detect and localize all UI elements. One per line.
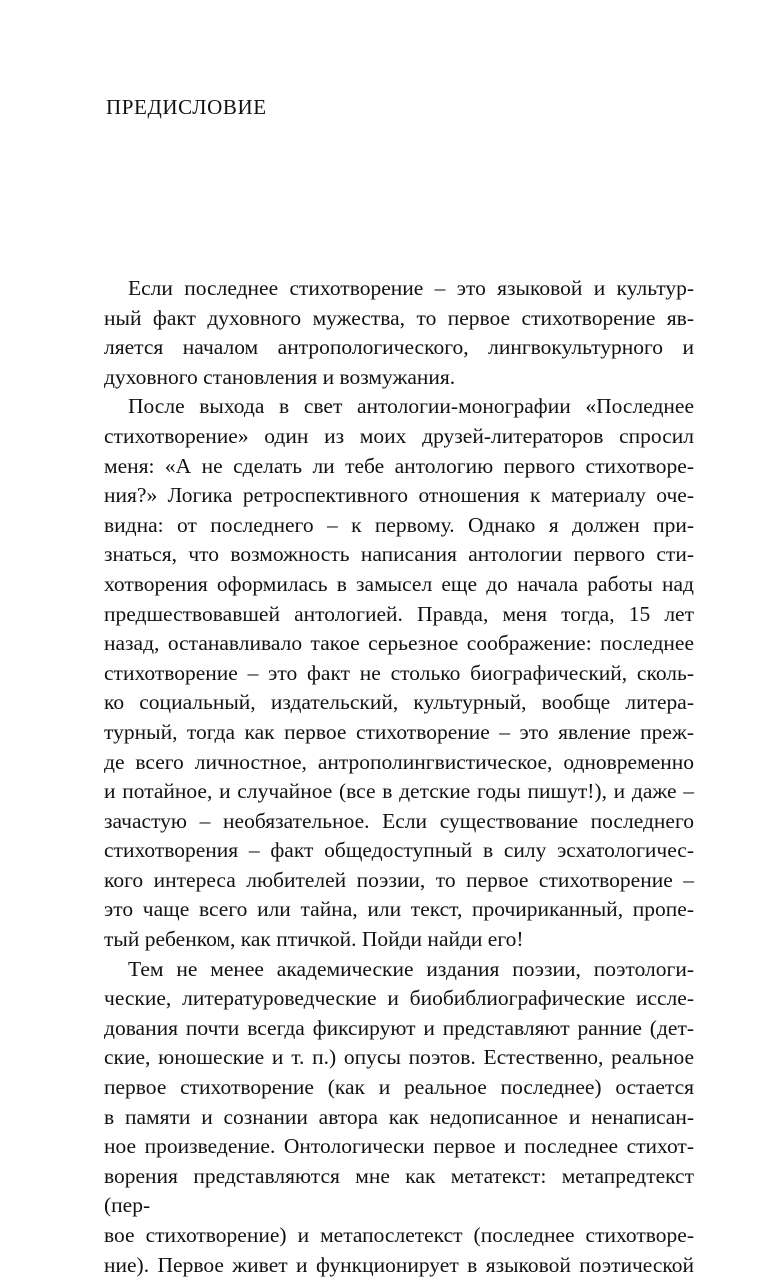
text-line: стихотворения – факт общедоступный в силу эсхатологичес-: [104, 838, 694, 863]
text-line: духовного становления и возмужания.: [104, 364, 456, 389]
text-line: предшествовавшей антологией. Правда, меня тогда, 15 лет: [104, 601, 694, 626]
text-line: ный факт духовного мужества, то первое стихотворение яв-: [104, 305, 694, 330]
text-line: После выхода в свет антологии-монографии «Последнее: [128, 394, 694, 419]
text-line: дования почти всегда фиксируют и представляют ранние (дет-: [104, 1015, 694, 1040]
text-line: стихотворение» один из моих друзей-литераторов спросил: [104, 423, 694, 448]
paragraph-1: [104, 274, 694, 392]
text-line: это чаще всего или тайна, или текст, прочириканный, пропе-: [104, 897, 694, 922]
text-line: де всего личностное, антрополингвистическое, одновременно: [104, 749, 694, 774]
text-line: тый ребенком, как птичкой. Пойди найди его!: [104, 927, 524, 952]
text-line: ские, юношеские и т. п.) опусы поэтов. Естественно, реальное: [104, 1045, 694, 1070]
text-line: хотворения оформилась в замысел еще до начала работы над: [104, 571, 694, 596]
text-line: ляется началом антропологического, лингвокультурного и: [104, 335, 694, 360]
text-line: меня: «А не сделать ли тебе антологию первого стихотворе-: [104, 453, 694, 478]
text-line: Тем не менее академические издания поэзии, поэтологи-: [128, 956, 694, 981]
text-line: турный, тогда как первое стихотворение – это явление преж-: [104, 719, 694, 744]
text-line: ния?» Логика ретроспективного отношения к материалу оче-: [104, 483, 694, 508]
text-line: ние). Первое живет и функционирует в языковой поэтической: [104, 1252, 694, 1277]
chapter-title: ПРЕДИСЛОВИЕ: [106, 95, 267, 119]
text-line: вое стихотворение) и метапослетекст (последнее стихотворе-: [104, 1223, 694, 1247]
text-line: стихотворение – это факт не столько биографический, сколь-: [104, 660, 694, 685]
body-text: [104, 274, 694, 1280]
paragraph-3: [104, 955, 694, 1280]
text-line: ное произведение. Онтологически первое и последнее стихот-: [104, 1134, 694, 1159]
text-line: ческие, литературоведческие и биобиблиографические иссле-: [104, 986, 694, 1011]
text-line: Если последнее стихотворение – это языковой и культур-: [128, 276, 694, 300]
text-line: назад, останавливало такое серьезное соображение: последнее: [104, 631, 694, 656]
text-line: ворения представляются мне как метатекст: метапредтекст (пер-: [104, 1163, 694, 1218]
text-line: кого интереса любителей поэзии, то первое стихотворение –: [104, 867, 694, 892]
text-line: первое стихотворение (как и реальное последнее) остается: [104, 1075, 694, 1100]
text-line: видна: от последнего – к первому. Однако я должен при-: [104, 512, 694, 537]
text-line: ко социальный, издательский, культурный, вообще литера-: [104, 690, 694, 715]
text-line: знаться, что возможность написания антологии первого сти-: [104, 542, 694, 567]
paragraph-2: [104, 392, 694, 954]
text-line: в памяти и сознании автора как недописанное и ненаписан-: [104, 1104, 694, 1129]
text-line: зачастую – необязательное. Если существование последнего: [104, 808, 694, 833]
text-line: и потайное, и случайное (все в детские годы пишут!), и даже –: [104, 779, 694, 804]
